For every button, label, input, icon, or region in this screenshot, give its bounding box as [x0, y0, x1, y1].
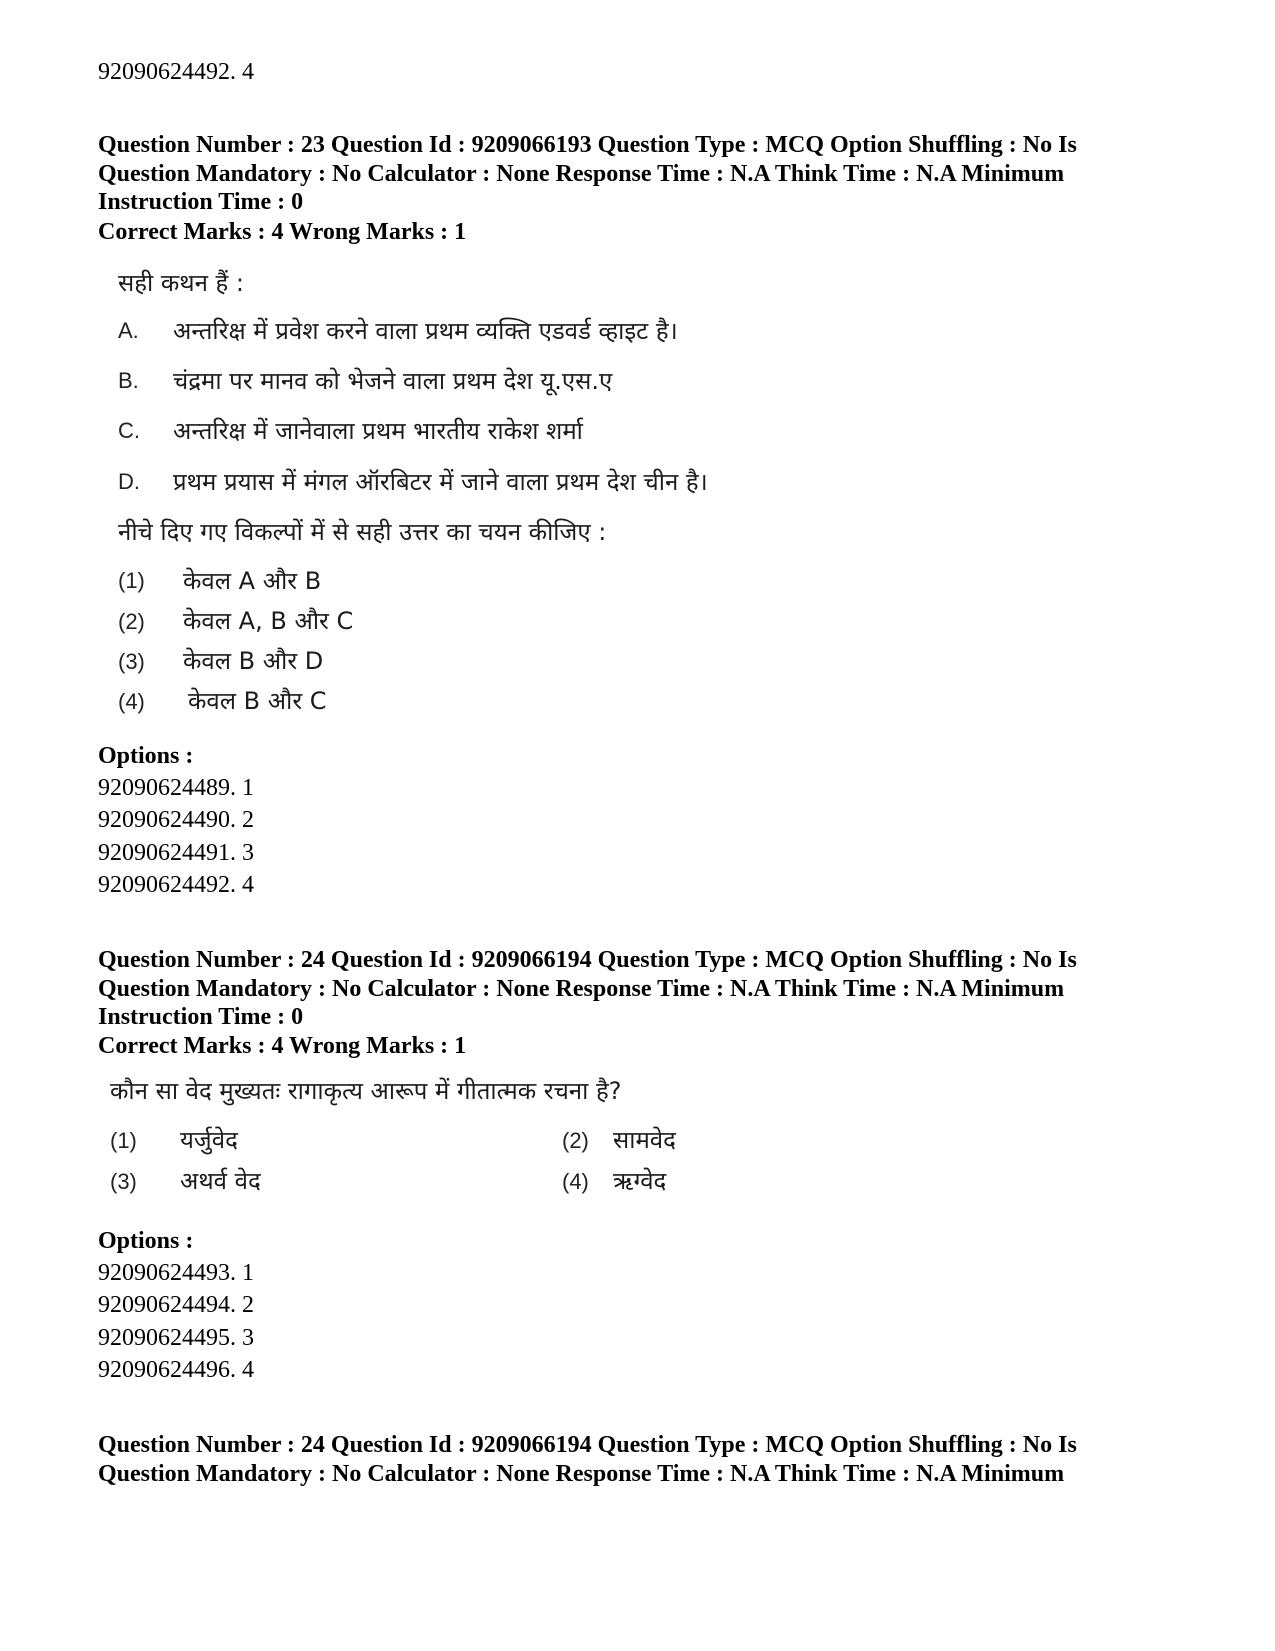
question-24-repeat-header: Question Number : 24 Question Id : 9209066194 Question Type : MCQ Option Shuffling : No Is Question Mandatory : No Calculator : None Response Time : N.A Think Time : N.A Minimum — [98, 1432, 1077, 1487]
choice-text: केवल B और C — [188, 687, 327, 715]
choice-text: अथर्व वेद — [180, 1167, 261, 1195]
choice-text: केवल A, B और C — [183, 607, 354, 635]
question-23-options-title: Options : — [98, 743, 194, 769]
choice-text: ऋग्वेद — [613, 1167, 667, 1195]
statement-text: चंद्रमा पर मानव को भेजने वाला प्रथम देश यू.एस.ए — [173, 367, 613, 395]
choice-label: (1) — [110, 1128, 137, 1153]
option-row: 92090624491. 3 — [98, 840, 254, 866]
option-row: 92090624495. 3 — [98, 1325, 254, 1351]
option-row: 92090624492. 4 — [98, 872, 254, 898]
question-24-header: Question Number : 24 Question Id : 9209066194 Question Type : MCQ Option Shuffling : No Is Question Mandatory : No Calculator : None Response Time : N.A Think Time : N.A Minimum Instruction Time : 0 — [98, 947, 1077, 1030]
choice-text: केवल B और D — [183, 647, 324, 675]
choice-label: (2) — [562, 1128, 589, 1153]
option-row: 92090624489. 1 — [98, 775, 254, 801]
choice-label: (1) — [118, 568, 145, 593]
choice-label: (4) — [118, 689, 145, 714]
statement-label: A. — [118, 318, 139, 343]
question-23-image — [98, 256, 798, 726]
choice-text: यर्जुवेद — [180, 1126, 238, 1154]
statement-text: प्रथम प्रयास में मंगल ऑरबिटर में जाने वाला प्रथम देश चीन है। — [173, 468, 708, 496]
option-row: 92090624490. 2 — [98, 807, 254, 833]
question-23-header: Question Number : 23 Question Id : 9209066193 Question Type : MCQ Option Shuffling : No Is Question Mandatory : No Calculator : None Response Time : N.A Think Time : N.A Minimum Instruction Time : 0 — [98, 132, 1077, 215]
question-24-image — [98, 1068, 738, 1208]
option-row: 92090624496. 4 — [98, 1357, 254, 1383]
question-24-options-title: Options : — [98, 1228, 194, 1254]
statement-label: C. — [118, 418, 140, 443]
question-23-instruction: नीचे दिए गए विकल्पों में से सही उत्तर का चयन कीजिए : — [118, 518, 607, 546]
question-24-stem: कौन सा वेद मुख्यतः रागाकृत्य आरूप में गीतात्मक रचना है? — [110, 1077, 622, 1105]
question-23-stem: सही कथन हैं : — [118, 269, 244, 297]
option-row: 92090624493. 1 — [98, 1260, 254, 1286]
choice-label: (3) — [118, 649, 145, 674]
choice-text: सामवेद — [613, 1126, 676, 1154]
statement-label: B. — [118, 368, 139, 393]
choice-label: (4) — [562, 1169, 589, 1194]
previous-option: 92090624492. 4 — [98, 59, 254, 85]
statement-text: अन्तरिक्ष में जानेवाला प्रथम भारतीय राकेश शर्मा — [173, 417, 583, 445]
choice-label: (2) — [118, 609, 145, 634]
choice-label: (3) — [110, 1169, 137, 1194]
statement-text: अन्तरिक्ष में प्रवेश करने वाला प्रथम व्यक्ति एडवर्ड व्हाइट है। — [173, 317, 678, 345]
question-23-marks: Correct Marks : 4 Wrong Marks : 1 — [98, 219, 467, 245]
question-24-marks: Correct Marks : 4 Wrong Marks : 1 — [98, 1033, 467, 1059]
option-row: 92090624494. 2 — [98, 1292, 254, 1318]
choice-text: केवल A और B — [183, 567, 322, 595]
statement-label: D. — [118, 469, 140, 494]
